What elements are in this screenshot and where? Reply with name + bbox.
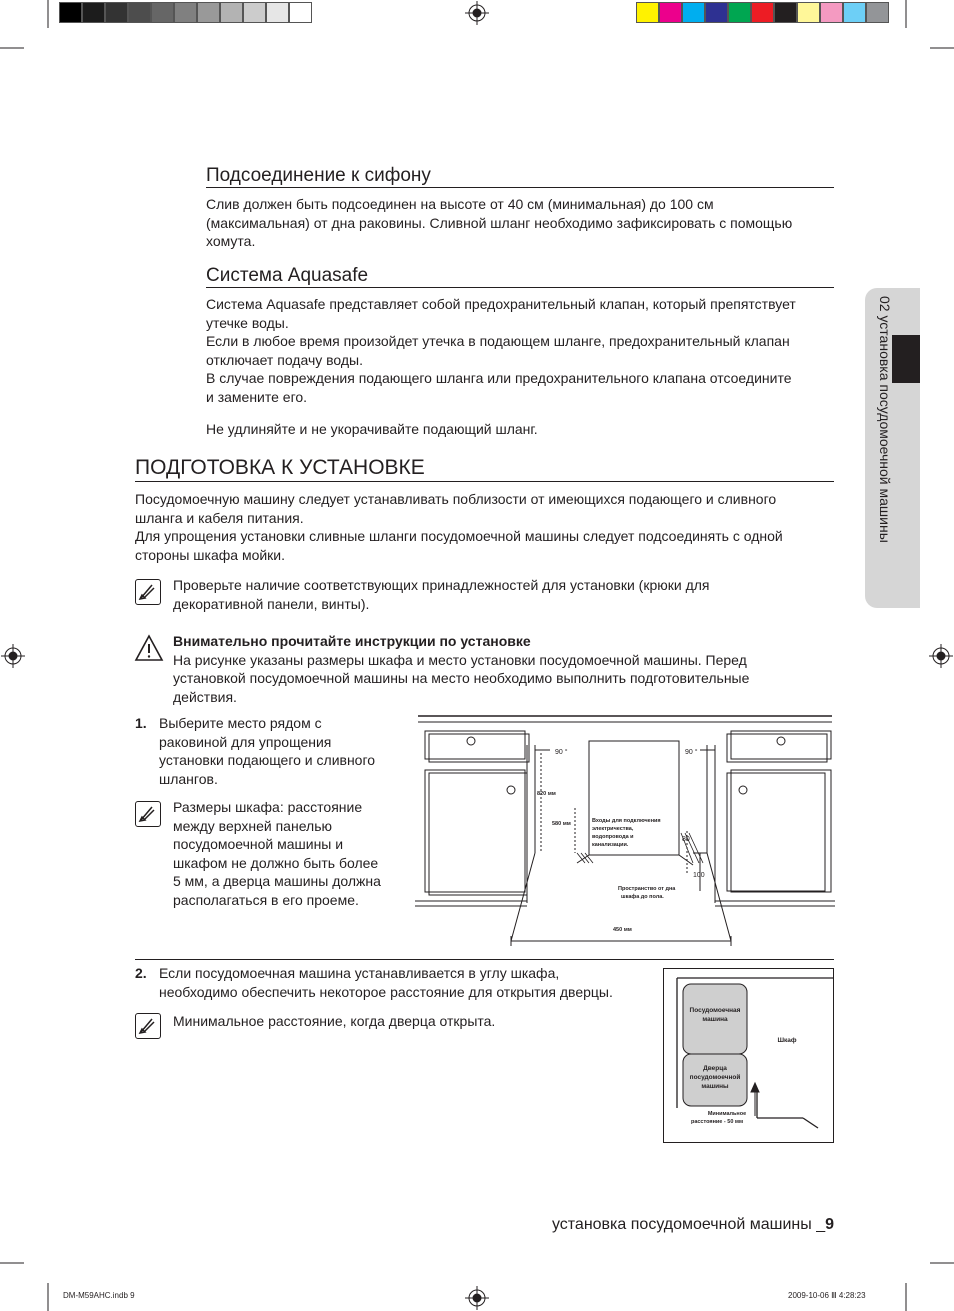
step1-line: раковиной для упрощения <box>159 733 332 750</box>
page-number: 9 <box>825 1216 834 1233</box>
cabinet-label: Шкаф <box>777 1037 797 1044</box>
dim-80-label: 80 <box>682 836 690 843</box>
step1-line: Выберите место рядом с <box>159 715 322 731</box>
siphon-title: Подсоединение к сифону <box>206 165 431 186</box>
step1-number: 1. <box>135 715 147 731</box>
siphon-rule <box>206 187 834 188</box>
prep-line: Посудомоечную машину следует устанавливать поблизости от имеющихся подающего и сливного <box>135 491 777 507</box>
caution-line: действия. <box>173 688 237 705</box>
note-icon <box>135 1013 161 1039</box>
dishwasher-label: Посудомоечная <box>689 1007 741 1014</box>
angle-left-label: 90 ° <box>555 749 568 756</box>
caution-icon <box>134 634 164 662</box>
side-tab-marker <box>892 335 920 383</box>
aquasafe-line: отключает подачу воды. <box>206 351 364 368</box>
step2-line: необходимо обеспечить некоторое расстояние для открытия дверцы. <box>159 983 613 1000</box>
step1-line: шлангов. <box>159 770 218 787</box>
connections-label: канализации. <box>592 842 629 848</box>
siphon-line: хомута. <box>206 233 256 249</box>
aquasafe-line: и замените его. <box>206 388 308 405</box>
connections-label: Входы для подключения <box>592 818 661 824</box>
door-label: машины <box>701 1083 729 1090</box>
note2-line: располагаться в его проеме. <box>173 891 359 908</box>
dim-450-label: 450 мм <box>613 927 632 933</box>
dim-820-label: 820 мм <box>537 791 556 797</box>
note-icon <box>135 801 161 827</box>
aquasafe-line: Система Aquasafe представляет собой предохранительный клапан, который препятствует <box>206 296 796 312</box>
note-line: декоративной панели, винты). <box>173 595 370 612</box>
angle-right-label: 90 ° <box>685 749 698 756</box>
registration-mark-top <box>465 1 489 25</box>
footer-label: установка посудомоечной машины _ <box>551 1216 826 1233</box>
footer-section-label <box>552 1216 834 1234</box>
note2-line: шкафом не должно быть более <box>173 854 379 871</box>
min-distance-label: расстояние - 50 мм <box>690 1119 744 1125</box>
registration-mark-bottom <box>465 1286 489 1310</box>
note-line: Проверьте наличие соответствующих принадлежностей для установки (крюки для <box>173 577 710 593</box>
note2-line: 5 мм, а дверца машины должна <box>173 873 381 889</box>
prep-title: ПОДГОТОВКА К УСТАНОВКЕ <box>135 456 425 479</box>
step2-line: Если посудомоечная машина устанавливается в углу шкафа, <box>159 965 560 981</box>
dim-580-label: 580 мм <box>552 821 571 827</box>
footer-datetime: 2009-10-06 Ⅲ 4:28:23 <box>788 1291 866 1300</box>
aquasafe-title: Система Aquasafe <box>206 265 369 286</box>
cabinet-diagram <box>415 713 835 948</box>
note-icon <box>135 579 161 605</box>
caution-line: На рисунке указаны размеры шкафа и место установки посудомоечной машины. Перед <box>173 651 747 668</box>
aquasafe-line: В случае повреждения подающего шланга или предохранительного клапана отсоедините <box>206 370 792 386</box>
connections-label: водопровода и <box>592 834 634 840</box>
registration-mark-left <box>1 644 25 668</box>
step2-number: 2. <box>135 965 147 981</box>
footer-file: DM-M59AHC.indb 9 <box>63 1291 135 1300</box>
aquasafe-warning: Не удлиняйте и не укорачивайте подающий шланг. <box>206 421 538 437</box>
note2-line: между верхней панелью <box>173 817 332 834</box>
prep-line: стороны шкафа мойки. <box>135 546 286 563</box>
dim-100-label: 100 <box>693 872 705 879</box>
step1-line: установки подающего и сливного <box>159 752 376 768</box>
connections-label: электричества, <box>592 826 634 832</box>
door-label: Дверца <box>703 1065 727 1072</box>
caution-line: установкой посудомоечной машины на место необходимо выполнить подготовительные <box>173 670 750 686</box>
note2-line: посудомоечной машины и <box>173 836 344 852</box>
dishwasher-label: машина <box>702 1016 728 1023</box>
side-tab-label: 02 установка посудомоечной машины <box>877 296 893 543</box>
prep-line: Для упрощения установки сливные шланги посудомоечной машины следует подсоединять с одной <box>135 528 783 544</box>
door-label: посудомоечной <box>689 1074 741 1081</box>
prep-line: шланга и кабеля питания. <box>135 509 304 526</box>
note2-line: Размеры шкафа: расстояние <box>173 799 363 815</box>
min-distance-label: Минимальное <box>707 1111 747 1117</box>
siphon-line: (максимальная) от дна раковины. Сливной шланг необходимо зафиксировать с помощью <box>206 214 793 231</box>
floor-space-label: шкафа до пола. <box>621 894 664 900</box>
corner-diagram <box>663 968 835 1144</box>
prep-rule <box>135 481 834 482</box>
caution-title: Внимательно прочитайте инструкции по установке <box>173 633 531 649</box>
aquasafe-rule <box>206 287 834 288</box>
step2-rule <box>135 959 834 960</box>
siphon-line: Слив должен быть подсоединен на высоте от 40 см (минимальная) до 100 см <box>206 196 714 212</box>
note3-text: Минимальное расстояние, когда дверца открыта. <box>173 1013 496 1029</box>
floor-space-label: Пространство от дна <box>618 886 676 892</box>
aquasafe-line: утечке воды. <box>206 314 289 331</box>
aquasafe-line: Если в любое время произойдет утечка в подающем шланге, предохранительный клапан <box>206 333 790 349</box>
registration-mark-right <box>929 644 953 668</box>
